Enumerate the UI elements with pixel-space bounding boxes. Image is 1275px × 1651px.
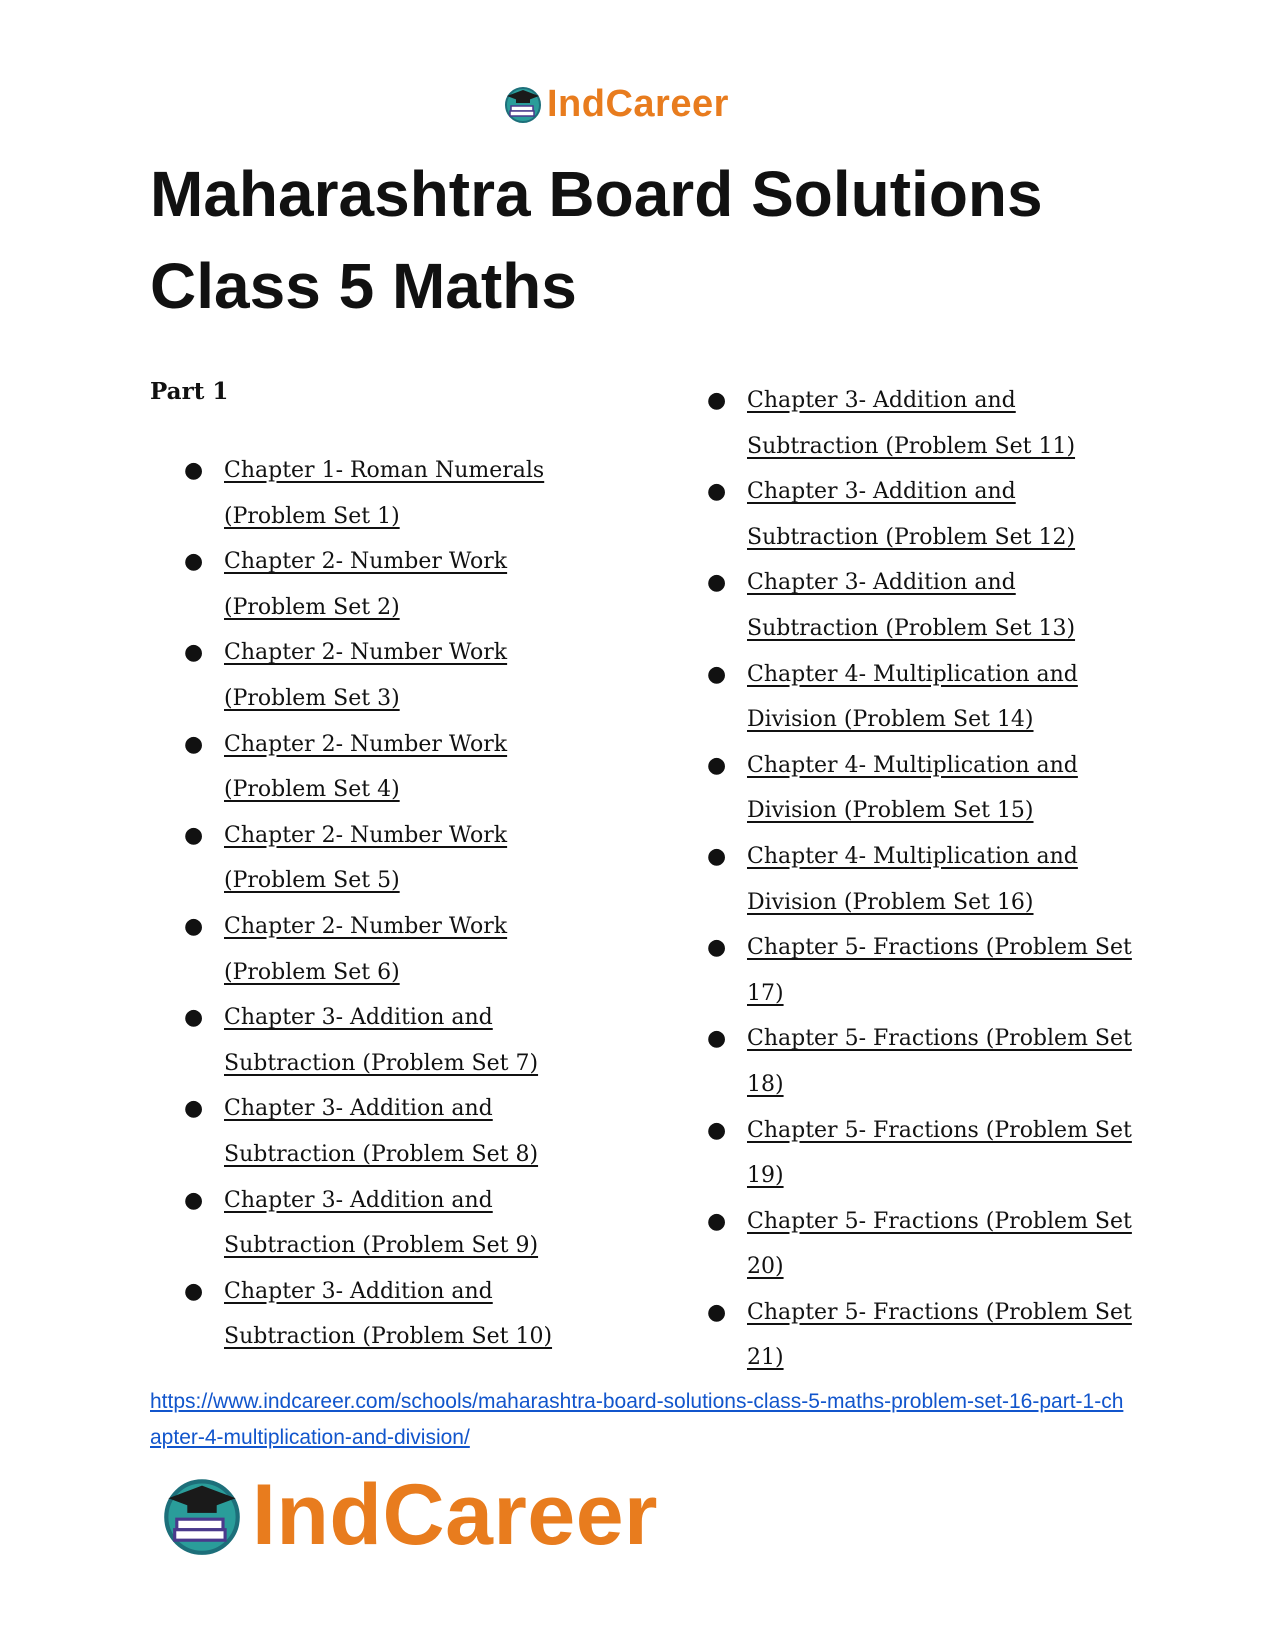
list-item: [707, 743, 1137, 834]
brand-logo-header: [503, 80, 729, 128]
list-item: [707, 834, 1137, 925]
bullet-icon: ●: [184, 549, 204, 575]
list-item: [707, 1199, 1137, 1290]
list-item: [184, 813, 604, 904]
brand-logo-footer: [160, 1466, 658, 1563]
list-item: [184, 630, 604, 721]
bullet-icon: ●: [184, 640, 204, 666]
chapter-link[interactable]: Chapter 3- Addition and Subtraction (Problem Set 7): [224, 1005, 539, 1076]
list-item: [707, 652, 1137, 743]
graduation-cap-book-globe-icon: [160, 1473, 244, 1557]
list-item: [707, 1016, 1137, 1107]
chapter-link[interactable]: Chapter 5- Fractions (Problem Set 20): [747, 1208, 1132, 1280]
bullet-icon: ●: [707, 1026, 727, 1052]
list-item: [707, 925, 1137, 1016]
list-item: [184, 722, 604, 813]
chapter-link[interactable]: Chapter 3- Addition and Subtraction (Problem Set 10): [224, 1278, 553, 1350]
list-item: [184, 539, 604, 630]
list-item: [707, 1108, 1137, 1199]
bullet-icon: ●: [707, 570, 727, 596]
list-item: [184, 1269, 604, 1360]
bullet-icon: ●: [707, 935, 727, 961]
bullet-icon: ●: [707, 843, 727, 869]
chapter-link[interactable]: Chapter 1- Roman Numerals (Problem Set 1): [224, 458, 545, 529]
chapter-link[interactable]: Chapter 3- Addition and Subtraction (Problem Set 9): [224, 1187, 539, 1259]
brand-name: IndCareer: [252, 1466, 658, 1563]
chapter-link[interactable]: Chapter 3- Addition and Subtraction (Problem Set 12): [747, 479, 1076, 550]
list-item: [184, 995, 604, 1086]
bullet-icon: ●: [707, 479, 727, 505]
chapter-link[interactable]: Chapter 5- Fractions (Problem Set 18): [747, 1026, 1132, 1097]
chapter-link[interactable]: Chapter 5- Fractions (Problem Set 17): [747, 935, 1132, 1006]
bullet-icon: ●: [707, 752, 727, 778]
bullet-icon: ●: [707, 1117, 727, 1143]
bullet-icon: ●: [184, 458, 204, 483]
chapter-link[interactable]: Chapter 3- Addition and Subtraction (Problem Set 8): [224, 1096, 539, 1167]
bullet-icon: ●: [184, 1187, 204, 1213]
list-item: [707, 378, 1137, 469]
bullet-icon: ●: [184, 822, 204, 848]
chapter-link[interactable]: Chapter 2- Number Work (Problem Set 2): [224, 549, 508, 620]
chapter-link[interactable]: Chapter 2- Number Work (Problem Set 6): [224, 913, 508, 985]
bullet-icon: ●: [184, 731, 204, 757]
chapter-link[interactable]: Chapter 4- Multiplication and Division (Problem Set 16): [747, 843, 1078, 915]
bullet-icon: ●: [707, 661, 727, 687]
chapter-link[interactable]: Chapter 2- Number Work (Problem Set 3): [224, 640, 508, 711]
list-item: [184, 448, 604, 539]
brand-name: IndCareer: [547, 82, 729, 125]
source-url-link[interactable]: https://www.indcareer.com/schools/maharashtra-board-solutions-class-5-maths-problem-set-16-part-1-chapter-4-multiplication-and-division/: [150, 1390, 1124, 1449]
bullet-icon: ●: [184, 913, 204, 939]
chapter-link[interactable]: Chapter 3- Addition and Subtraction (Problem Set 11): [747, 388, 1076, 459]
chapter-link[interactable]: Chapter 4- Multiplication and Division (Problem Set 14): [747, 661, 1078, 733]
part-label: Part 1: [150, 378, 229, 405]
page-title: Maharashtra Board Solutions Class 5 Maths: [150, 158, 1043, 322]
list-item: [184, 904, 604, 995]
list-item: [707, 560, 1137, 651]
bullet-icon: ●: [184, 1005, 204, 1031]
list-item: [184, 1086, 604, 1177]
bullet-icon: ●: [707, 388, 727, 413]
bullet-icon: ●: [184, 1278, 204, 1304]
bullet-icon: ●: [707, 1299, 727, 1325]
bullet-icon: ●: [707, 1208, 727, 1234]
chapter-list-right: [707, 378, 1137, 1381]
chapter-link[interactable]: Chapter 2- Number Work (Problem Set 4): [224, 731, 508, 803]
chapter-link[interactable]: Chapter 4- Multiplication and Division (Problem Set 15): [747, 752, 1078, 824]
list-item: [707, 1290, 1137, 1381]
chapter-link[interactable]: Chapter 5- Fractions (Problem Set 19): [747, 1117, 1132, 1189]
bullet-icon: ●: [184, 1096, 204, 1122]
chapter-list-left: [184, 448, 604, 1360]
list-item: [184, 1178, 604, 1269]
graduation-cap-book-globe-icon: [503, 84, 543, 124]
chapter-link[interactable]: Chapter 2- Number Work (Problem Set 5): [224, 822, 508, 894]
chapter-link[interactable]: Chapter 5- Fractions (Problem Set 21): [747, 1299, 1132, 1371]
chapter-link[interactable]: Chapter 3- Addition and Subtraction (Problem Set 13): [747, 570, 1076, 641]
list-item: [707, 469, 1137, 560]
